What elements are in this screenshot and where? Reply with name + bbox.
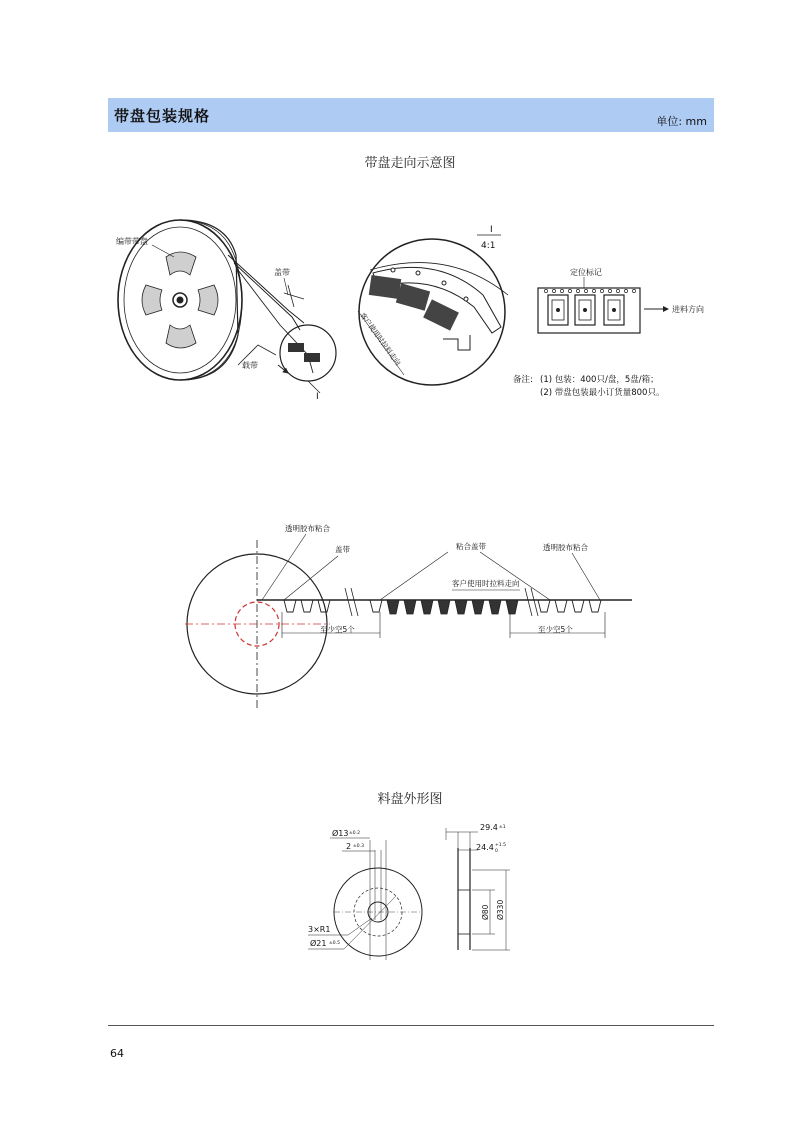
reel-side-view: [185, 540, 330, 708]
empty-left-label: 至少空5个: [320, 625, 355, 634]
feed-direction-label: 进料方向: [672, 305, 704, 314]
pull-direction-label: 客户使用时拉料走向: [358, 311, 402, 368]
carrier-tape-detail: [538, 288, 640, 333]
sealed-cover-label: 粘合盖带: [456, 542, 486, 551]
clear-tape-left-label: 透明胶布粘合: [285, 524, 330, 533]
position-mark-label: 定位标记: [570, 268, 602, 277]
reel-front-view: [334, 840, 422, 960]
notes-prefix: 备注:: [513, 375, 533, 385]
pocket-mark: [304, 353, 320, 362]
inner-tol: ±0.5: [329, 941, 340, 946]
width-inner-tol-plus: +1.5: [495, 843, 506, 848]
reel-outline-title: 料盘外形图: [377, 792, 443, 807]
unit-label: 单位: mm: [656, 115, 707, 128]
section-header-bar: [108, 98, 714, 132]
inner-dim: Ø21: [310, 939, 327, 948]
hub-hole-dim: Ø13: [332, 829, 349, 838]
slot-dim: 2: [346, 842, 352, 851]
radius-dim: 3×R1: [308, 925, 331, 934]
tape-leader-diagram: [180, 520, 640, 710]
cover-tape-label: 盖带: [274, 268, 290, 277]
width-inner-tol-zero: 0: [495, 849, 498, 854]
slot-tol: ±0.3: [353, 844, 364, 849]
hub-hole-tol: ±0.2: [349, 831, 360, 836]
reel-outline-drawing: [300, 820, 530, 960]
reel-label: 编带带盘: [116, 237, 148, 246]
empty-right-label: 至少空5个: [538, 625, 573, 634]
note-line-1: (1) 包装：400只/盘，5盘/箱；: [540, 375, 659, 385]
pocket-mark: [288, 343, 304, 352]
reel-direction-diagram: [108, 215, 714, 405]
page-number: 64: [110, 1047, 124, 1060]
carrier-tape-label: 载带: [242, 361, 258, 370]
note-line-2: (2) 带盘包装最小订货量800只。: [540, 388, 665, 398]
sprocket-holes: [544, 289, 635, 292]
pull-direction-label-2: 客户使用时拉料走向: [452, 579, 520, 588]
roman-numeral-label: I: [316, 392, 319, 402]
width-inner-dim: 24.4: [476, 843, 494, 852]
width-outer-tol: ±1: [499, 825, 506, 830]
width-outer-dim: 29.4: [480, 823, 498, 832]
hub-dia-dim: Ø80: [481, 904, 490, 920]
reel-direction-title: 带盘走向示意图: [364, 156, 456, 171]
filled-pockets: [387, 600, 518, 614]
section-title: 带盘包装规格: [114, 107, 211, 125]
footer-divider: [108, 1025, 714, 1026]
reel-dia-dim: Ø330: [496, 899, 505, 920]
scale-label: 4:1: [481, 241, 496, 251]
clear-tape-right-label: 透明胶布粘合: [543, 543, 588, 552]
magnified-detail: [358, 239, 508, 385]
detail-roman-label: I: [490, 225, 493, 235]
cover-tape-label-2: 盖带: [335, 545, 350, 554]
